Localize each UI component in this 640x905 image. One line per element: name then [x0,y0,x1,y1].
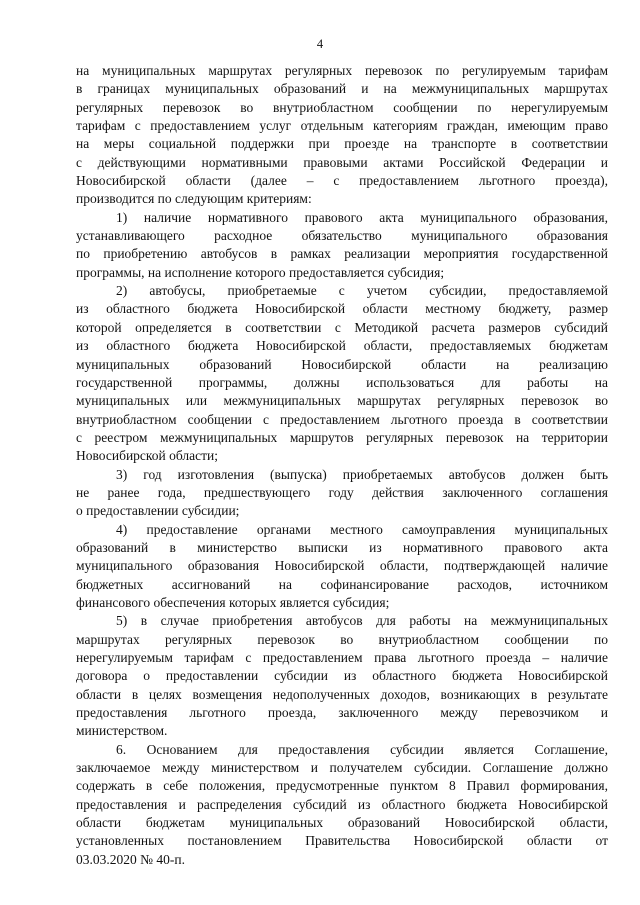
text-line: о предоставлении субсидии; [76,503,240,519]
text-line: 4) предоставление органами местного самоуправления муниципальных [116,521,608,537]
text-line: устанавливающего расходное обязательство муниципального образования [76,228,608,244]
text-line: установленных постановлением Правительства Новосибирской области от [76,833,608,849]
text-line: которой определяется в соответствии с Методикой расчета размеров субсидий [76,319,608,335]
text-line: предоставления и распределения субсидий из областного бюджета Новосибирской [76,796,608,812]
text-line: муниципальных образований Новосибирской области на реализацию [76,356,608,372]
text-line: внутриобластном сообщении с предоставлением льготного проезда в соответствии [76,411,608,427]
text-line: 6. Основанием для предоставления субсидии является Соглашение, [116,741,608,757]
text-line: маршрутах регулярных перевозок во внутриобластном сообщении по [76,631,608,647]
text-line: предоставления льготного проезда, заключенного между перевозчиком и [76,705,608,721]
text-line: нерегулируемым тарифам с предоставлением права льготного проезда – наличие [76,650,608,665]
text-line: государственной программы, должны использоваться для работы на [76,374,608,390]
text-line: из областного бюджета Новосибирской области местному бюджету, размер [76,301,608,317]
document-body [76,62,608,869]
text-line: финансового обеспечения которых является субсидия; [76,594,390,610]
text-line: содержать в себе положения, предусмотренные пунктом 8 Правил формирования, [76,778,608,794]
text-line: с реестром межмуниципальных маршрутов регулярных перевозок на территории [76,429,608,445]
text-line: программы, на исполнение которого предоставляется субсидия; [76,264,445,280]
text-line: области бюджетам муниципальных образований Новосибирской области, [76,815,608,831]
text-line: 3) год изготовления (выпуска) приобретаемых автобусов должен быть [116,466,608,482]
text-line: образований в министерство выписки из нормативного правового акта [76,539,608,555]
text-line: по приобретению автобусов в рамках реализации мероприятия государственной [76,246,608,262]
text-line: министерством. [76,723,168,739]
text-line: договора о предоставлении субсидии из областного бюджета Новосибирской [76,668,608,684]
text-line: производится по следующим критериям: [76,191,312,207]
text-line: не ранее года, предшествующего году действия заключенного соглашения [76,484,608,500]
text-line: в границах муниципальных образований и на межмуниципальных маршрутах [76,81,608,97]
text-line: Новосибирской области (далее – с предоставлением льготного проезда), [76,173,608,189]
text-line: из областного бюджета Новосибирской области, предоставляемых бюджетам [76,338,608,354]
text-line: 2) автобусы, приобретаемые с учетом субсидии, предоставляемой [116,283,608,299]
text-line: области в целях возмещения недополученных доходов, возникающих в результате [76,686,608,702]
text-line: на меры социальной поддержки при проезде на транспорте в соответствии [76,136,608,152]
text-line: 03.03.2020 № 40-п. [76,851,185,867]
text-line: муниципального образования Новосибирской области, подтверждающей наличие [76,558,608,574]
text-line: 5) в случае приобретения автобусов для работы на межмуниципальных [116,613,608,629]
text-line: бюджетных ассигнований на софинансирование расходов, источником [76,576,608,592]
text-line: с действующими нормативными правовыми актами Российской Федерации и [76,154,608,170]
text-line: муниципальных или межмуниципальных маршрутах регулярных перевозок во [76,393,608,409]
text-line: Новосибирской области; [76,448,219,464]
page-number: 4 [316,37,324,51]
text-line: регулярных перевозок во внутриобластном сообщении по нерегулируемым [76,99,608,115]
text-line: тарифам с предоставлением услуг отдельным категориям граждан, имеющим право [76,118,608,134]
text-line: заключаемое между министерством и получателем субсидии. Соглашение должно [76,760,608,776]
text-line: на муниципальных маршрутах регулярных перевозок по регулируемым тарифам [76,63,608,78]
text-line: 1) наличие нормативного правового акта муниципального образования, [116,209,608,225]
